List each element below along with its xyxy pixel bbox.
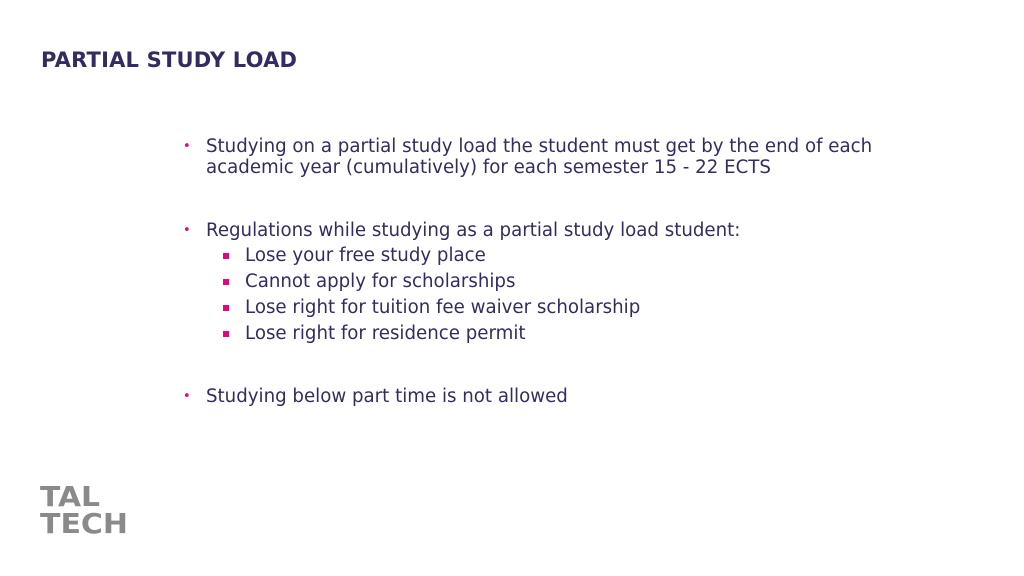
bullet-dot-icon: •: [183, 389, 191, 404]
sub-bullet-text: Cannot apply for scholarships: [245, 271, 516, 292]
logo-line-1: TAL: [40, 483, 101, 513]
square-bullet-icon: [223, 331, 229, 337]
bullet-dot-icon: •: [183, 223, 191, 238]
bullet-item: [180, 386, 940, 407]
square-bullet-icon: [223, 305, 229, 311]
square-bullet-icon: [223, 279, 229, 285]
sub-bullet-item: [206, 297, 940, 323]
bullet-dot-icon: •: [183, 139, 191, 154]
bullet-item: [180, 220, 940, 349]
sub-bullet-item: [206, 245, 940, 271]
logo-line-2: TECH: [40, 507, 128, 535]
sub-bullet-item: [206, 323, 940, 349]
bullet-text: Regulations while studying as a partial study load student:: [206, 220, 741, 241]
taltech-logo: [40, 483, 130, 535]
sub-bullet-text: Lose your free study place: [245, 245, 486, 266]
bullet-text: Studying on a partial study load the student must get by the end of each academic year (cumulatively) for each semester 15 - 22 ECTS: [206, 136, 873, 178]
sub-bullet-list: [206, 245, 940, 349]
square-bullet-icon: [223, 253, 229, 259]
sub-bullet-text: Lose right for tuition fee waiver scholarship: [245, 297, 641, 318]
slide-content: [180, 136, 940, 407]
sub-bullet-item: [206, 271, 940, 297]
bullet-text: Studying below part time is not allowed: [206, 386, 568, 407]
sub-bullet-text: Lose right for residence permit: [245, 323, 526, 344]
bullet-item: [180, 136, 940, 178]
slide-title: PARTIAL STUDY LOAD: [41, 48, 298, 72]
